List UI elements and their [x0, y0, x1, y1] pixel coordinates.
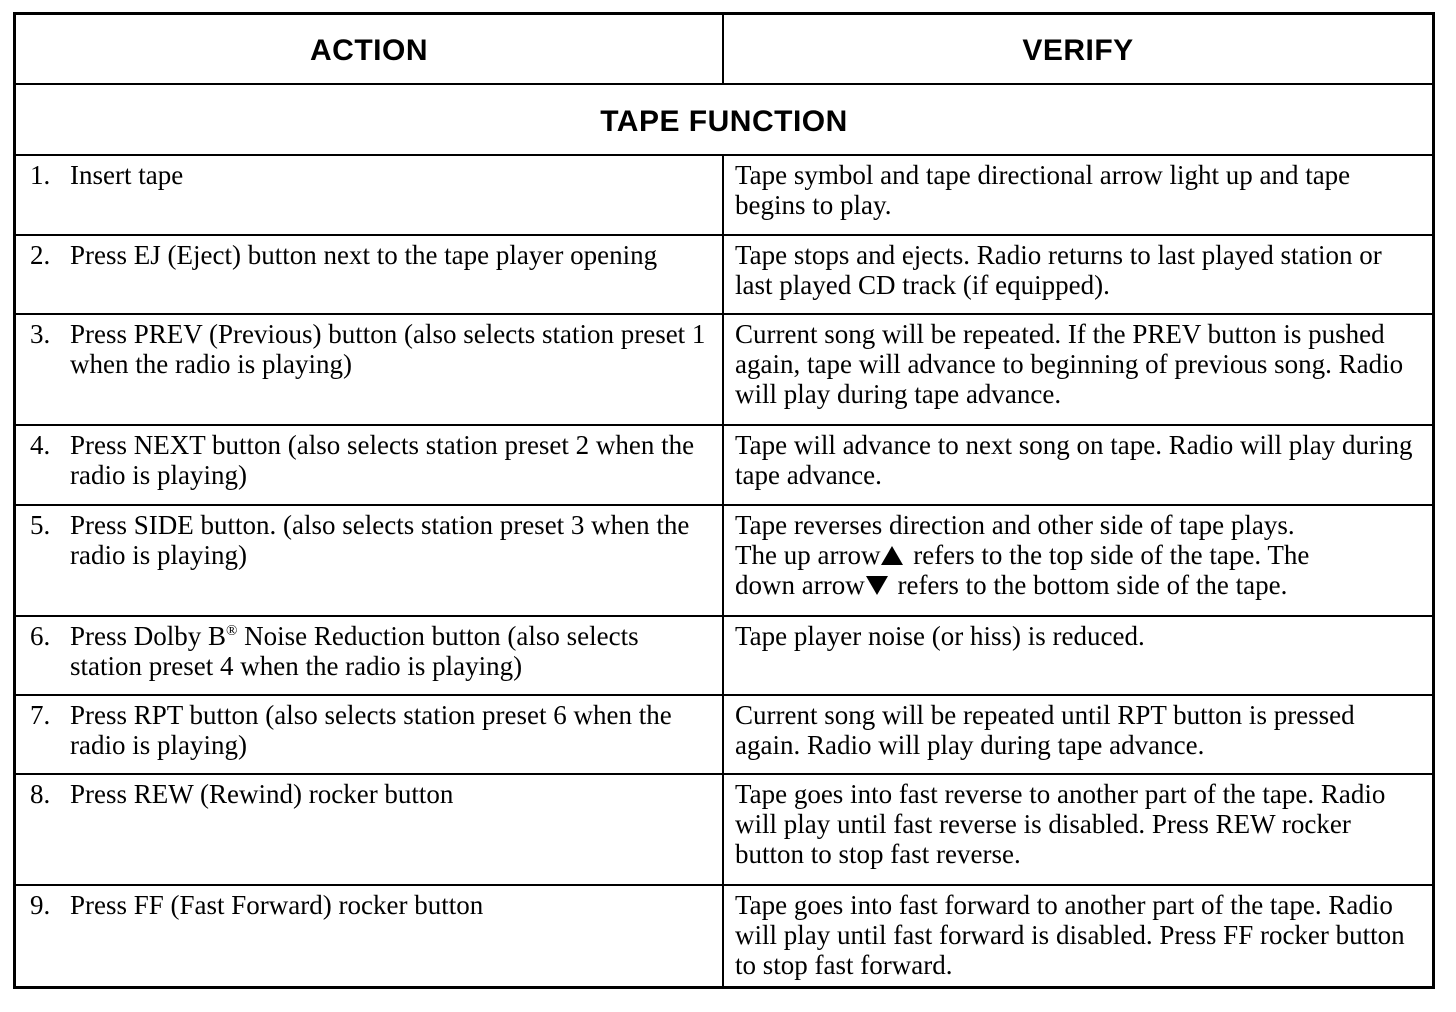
step-action: Press RPT button (also selects station preset 6 when the radio is playing) — [70, 700, 672, 760]
step-number: 6. — [30, 621, 51, 651]
step-action-pre: Press Dolby B — [70, 621, 227, 651]
step-action-post: Noise Reduction button (also selects station preset 4 when the radio is playing) — [70, 621, 639, 681]
step-verify — [724, 506, 1432, 617]
step-action: Press SIDE button. (also selects station preset 3 when the radio is playing) — [70, 510, 690, 570]
registered-mark: ® — [226, 623, 238, 639]
step-verify: Current song will be repeated until RPT button is pressed again. Radio will play during tape advance. — [724, 696, 1432, 775]
step-verify: Current song will be repeated. If the PREV button is pushed again, tape will advance to beginning of previous song. Radio will play during tape advance. — [724, 315, 1432, 426]
step-action: Press REW (Rewind) rocker button — [70, 779, 454, 809]
step-number: 5. — [30, 510, 51, 540]
verify-down-text-post: refers to the bottom side of the tape. — [890, 570, 1288, 600]
table-row-action — [16, 696, 724, 775]
step-verify: Tape goes into fast forward to another part of the tape. Radio will play until fast forward is disabled. Press FF rocker button to stop fast forward. — [735, 890, 1405, 980]
verify-up-text-pre: The up arrow — [735, 540, 881, 570]
table-row-action — [16, 315, 724, 426]
step-action: Press NEXT button (also selects station preset 2 when the radio is playing) — [70, 430, 695, 490]
step-number: 9. — [30, 890, 51, 920]
table-row-action — [16, 775, 724, 886]
section-title: TAPE FUNCTION — [16, 85, 1432, 156]
step-number: 4. — [30, 430, 51, 460]
step-number: 2. — [30, 240, 51, 270]
step-number: 3. — [30, 319, 51, 349]
step-number: 8. — [30, 779, 51, 809]
step-action: Insert tape — [70, 160, 184, 190]
step-action: Press EJ (Eject) button next to the tape player opening — [70, 240, 658, 270]
step-verify: Tape stops and ejects. Radio returns to last played station or last played CD track (if equipped). — [724, 236, 1432, 315]
down-arrow-icon — [866, 576, 888, 595]
up-arrow-icon — [881, 546, 903, 565]
step-action: Press PREV (Previous) button (also selects station preset 1 when the radio is playing) — [70, 319, 706, 379]
table-row-action — [16, 156, 724, 236]
table-row-action — [16, 426, 724, 506]
step-verify: Tape goes into fast reverse to another part of the tape. Radio will play until fast reverse is disabled. Press REW rocker button to stop fast reverse. — [724, 775, 1432, 886]
step-number: 1. — [30, 160, 51, 190]
header-verify: VERIFY — [724, 15, 1432, 85]
step-verify: Tape symbol and tape directional arrow light up and tape begins to play. — [724, 156, 1432, 236]
verify-line-1: Tape reverses direction and other side of tape plays. — [735, 510, 1295, 540]
table-row-action — [16, 617, 724, 696]
step-number: 7. — [30, 700, 51, 730]
verify-up-text-post: refers to the top side of the tape. The — [906, 540, 1310, 570]
step-verify: Tape will advance to next song on tape. Radio will play during tape advance. — [724, 426, 1432, 506]
table-row-action — [16, 506, 724, 617]
table-row-action — [16, 886, 724, 986]
tape-function-table — [13, 12, 1435, 989]
step-action — [70, 621, 722, 681]
step-verify: Tape player noise (or hiss) is reduced. — [724, 617, 1432, 696]
verify-down-text-pre: down arrow — [735, 570, 865, 600]
step-action: Press FF (Fast Forward) rocker button — [70, 890, 484, 920]
header-action: ACTION — [16, 15, 724, 85]
table-row-action — [16, 236, 724, 315]
